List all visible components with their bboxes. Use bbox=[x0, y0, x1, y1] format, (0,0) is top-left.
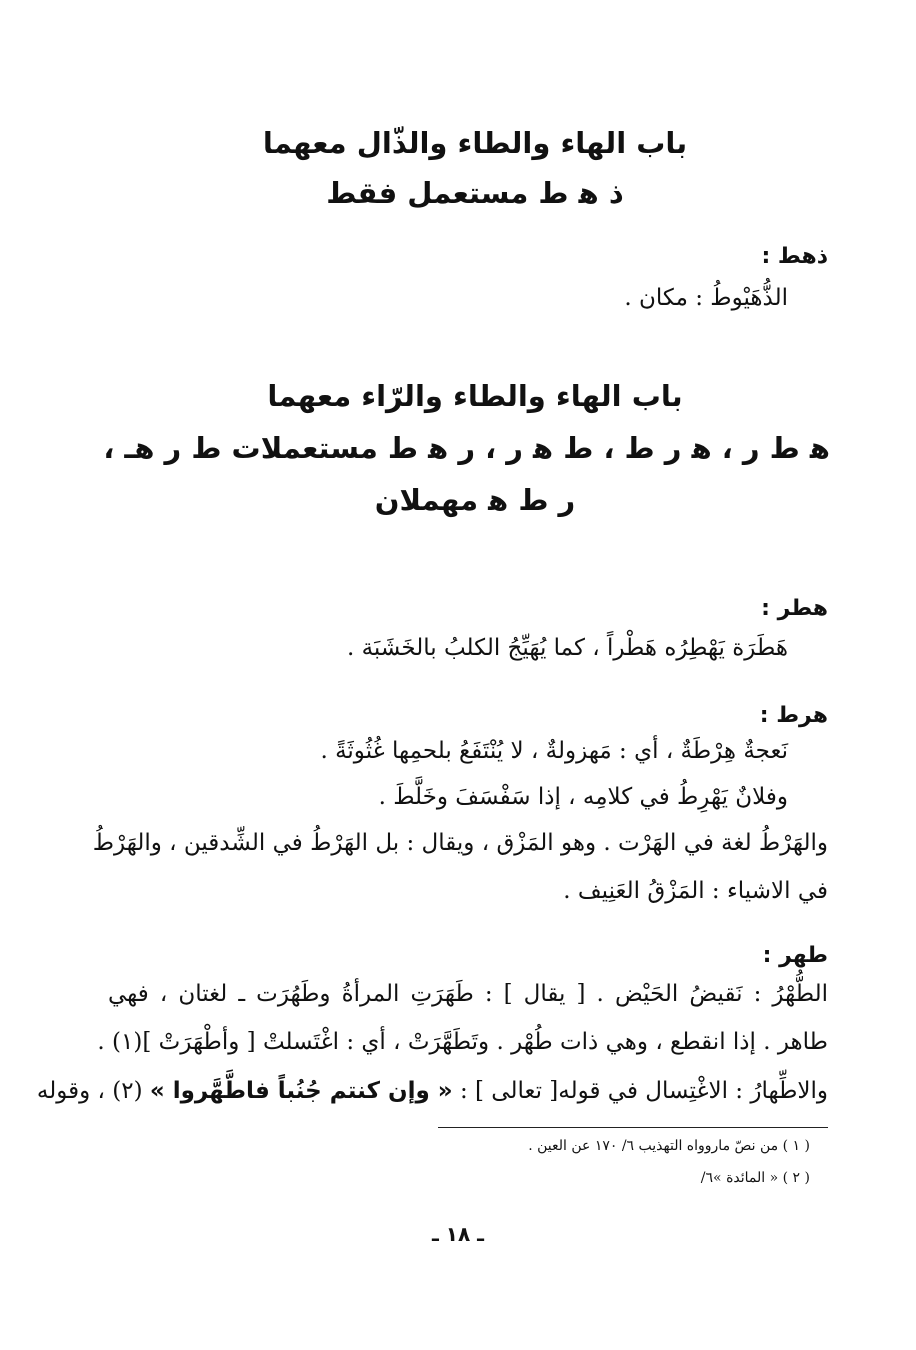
footnote-2: ( ٢ ) « المائدة »٦/ bbox=[700, 1170, 810, 1186]
footnote-divider bbox=[438, 1127, 828, 1128]
entry-line: في الاشياء : المَزْقُ العَنِيف . bbox=[563, 878, 828, 904]
entry-line: الطُّهْرُ : نَقيضُ الحَيْض . [ يقال ] : طَهَرَتِ المرأةُ وطَهُرَت ـ لغتان ، فهي bbox=[108, 981, 828, 1007]
entry-head-tahr: طهر : bbox=[762, 943, 828, 968]
section-subtitle-2a: ﻫ ط ر ، ﻫ ر ط ، ط ﻫ ر ، ر ﻫ ط مستعملات ط ر ﻫـ ، bbox=[103, 431, 830, 465]
entry-line-quran bbox=[37, 1077, 828, 1106]
entry-head-hatr: هطر : bbox=[761, 596, 828, 621]
entry-line-part: (٢) ، وقوله bbox=[36, 1078, 143, 1104]
footnote-1: ( ١ ) من نصّ ماروواه التهذيب ٦/ ١٧٠ عن العين . bbox=[528, 1138, 810, 1154]
section-title-1: باب الهاء والطاء والذّال معهما bbox=[262, 126, 688, 160]
entry-line: هَطَرَة يَهْطِرُه هَطْراً ، كما يُهَيِّجُ الكلبُ بالخَشَبَة . bbox=[346, 635, 788, 661]
entry-line: الذُّهَيْوطُ : مكان . bbox=[624, 285, 788, 311]
section-subtitle-2b: ر ط ﻫ مهملان bbox=[374, 483, 576, 517]
quran-quote: « وإن كنتم جُنُباً فاطَّهَّروا » bbox=[149, 1078, 453, 1104]
entry-head-hart: هرط : bbox=[759, 703, 828, 728]
entry-line: طاهر . إذا انقطع ، وهي ذات طُهْر . وتَطَهَّرَتْ ، أي : اغْتَسلتْ [ وأطْهَرَتْ ](١) . bbox=[97, 1029, 828, 1055]
entry-line: وفلانٌ يَهْرِطُ في كلامِه ، إذا سَفْسَفَ وخَلَّطَ . bbox=[378, 784, 788, 810]
entry-line-part: والاطِّهارُ : الاغْتِسال في قوله[ تعالى ] : bbox=[459, 1078, 828, 1104]
entry-head-dhaht: ذهط : bbox=[761, 244, 828, 269]
section-title-2: باب الهاء والطاء والرّاء معهما bbox=[267, 379, 683, 413]
entry-line: والهَرْطُ لغة في الهَرْت . وهو المَزْق ، ويقال : بل الهَرْطُ في الشِّدقين ، والهَرْطُ bbox=[92, 830, 828, 856]
section-subtitle-1: ذ ﻫ ط مستعمل فقط bbox=[326, 176, 624, 210]
page-number: ـ ١٨ ـ bbox=[431, 1222, 485, 1246]
entry-line: نَعجةٌ هِرْطَةٌ ، أي : مَهزولةٌ ، لا يُنْتَفَعُ بلحمِها غُثُوثَةً . bbox=[320, 738, 788, 764]
